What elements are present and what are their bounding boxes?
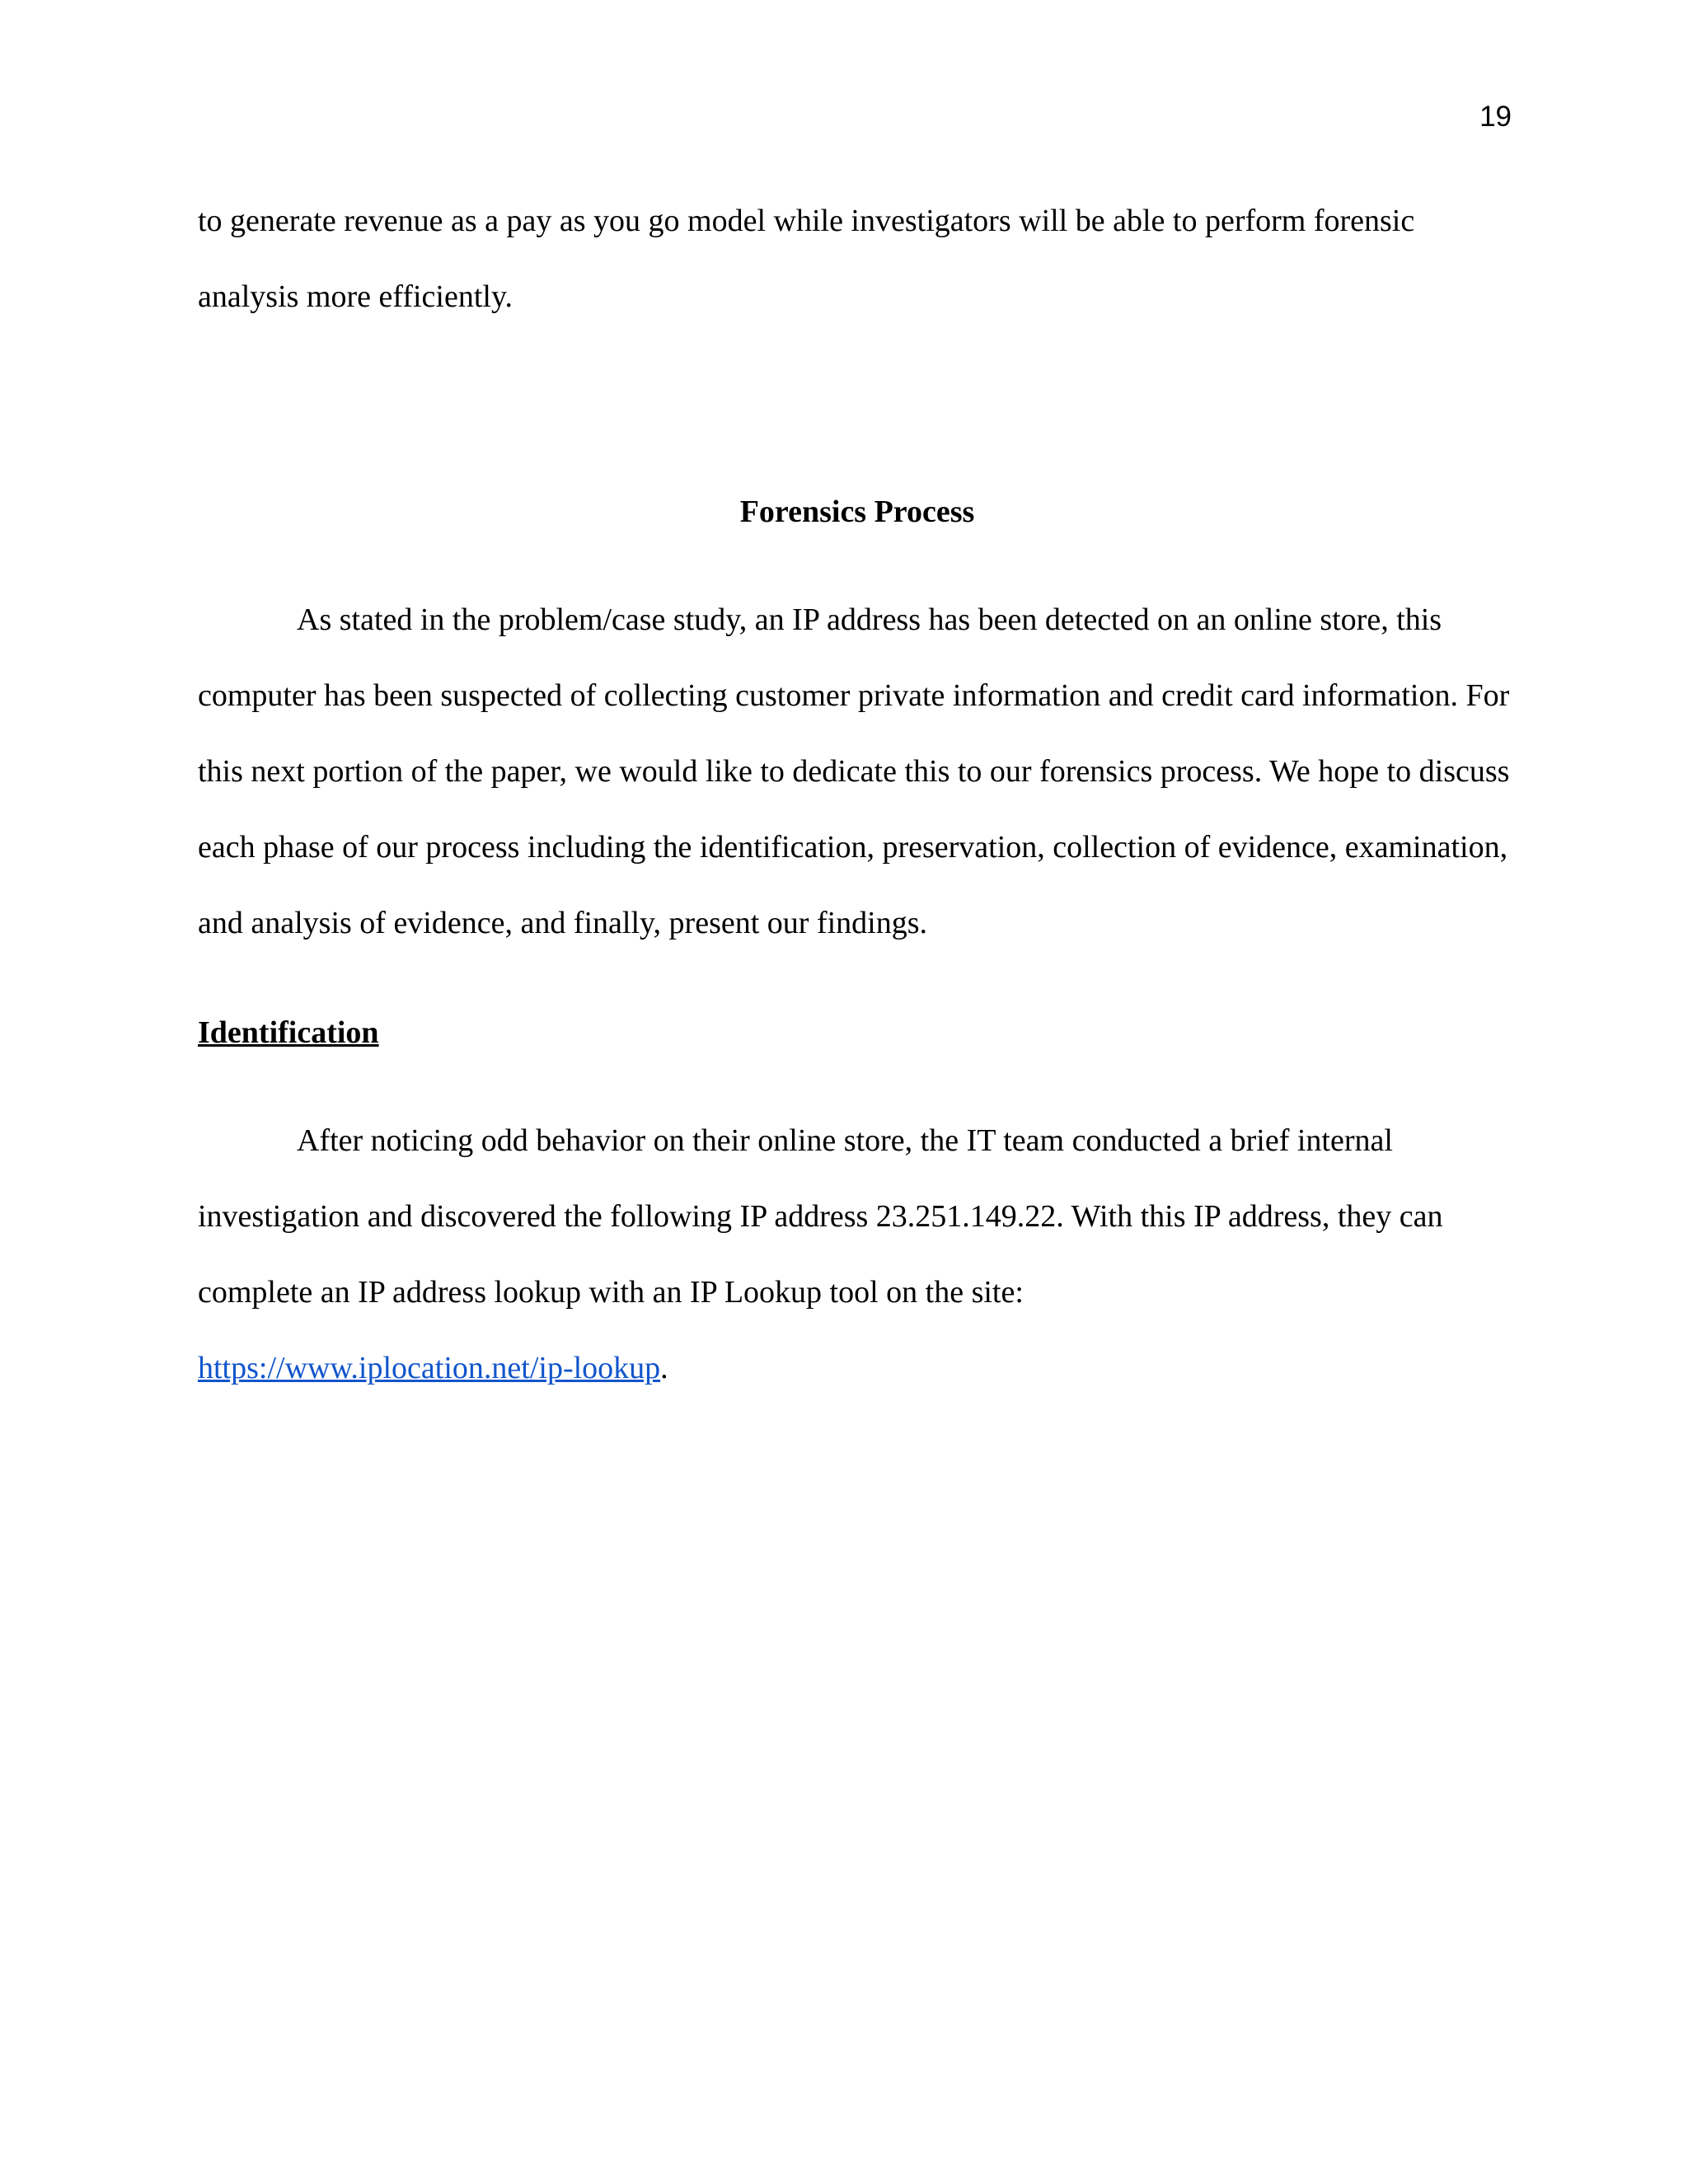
intro-paragraph: As stated in the problem/case study, an IP address has been detected on an online store, this computer has been suspected of collecting customer private information and credit card information. For this next portion of the paper, we would like to dedicate this to our forensics process. We hope to discuss each phase of our process including the identification, preservation, collection of evidence, examination, and analysis of evidence, and finally, present our findings. xyxy=(198,602,1510,940)
identification-text: After noticing odd behavior on their online store, the IT team conducted a brief internal investigation and discovered the following IP address 23.251.149.22. With this IP address, they can complete an IP address lookup with an IP Lookup tool on the site: xyxy=(198,1123,1443,1310)
page-number: 19 xyxy=(1479,101,1512,133)
identification-heading: Identification xyxy=(198,1015,379,1050)
continued-paragraph: to generate revenue as a pay as you go model while investigators will be able to perform forensic analysis more efficiently. xyxy=(198,204,1415,314)
link-suffix: . xyxy=(660,1351,668,1385)
section-heading: Forensics Process xyxy=(739,494,975,529)
ip-lookup-link[interactable]: https://www.iplocation.net/ip-lookup xyxy=(198,1351,661,1385)
identification-paragraph xyxy=(198,1103,1517,1406)
